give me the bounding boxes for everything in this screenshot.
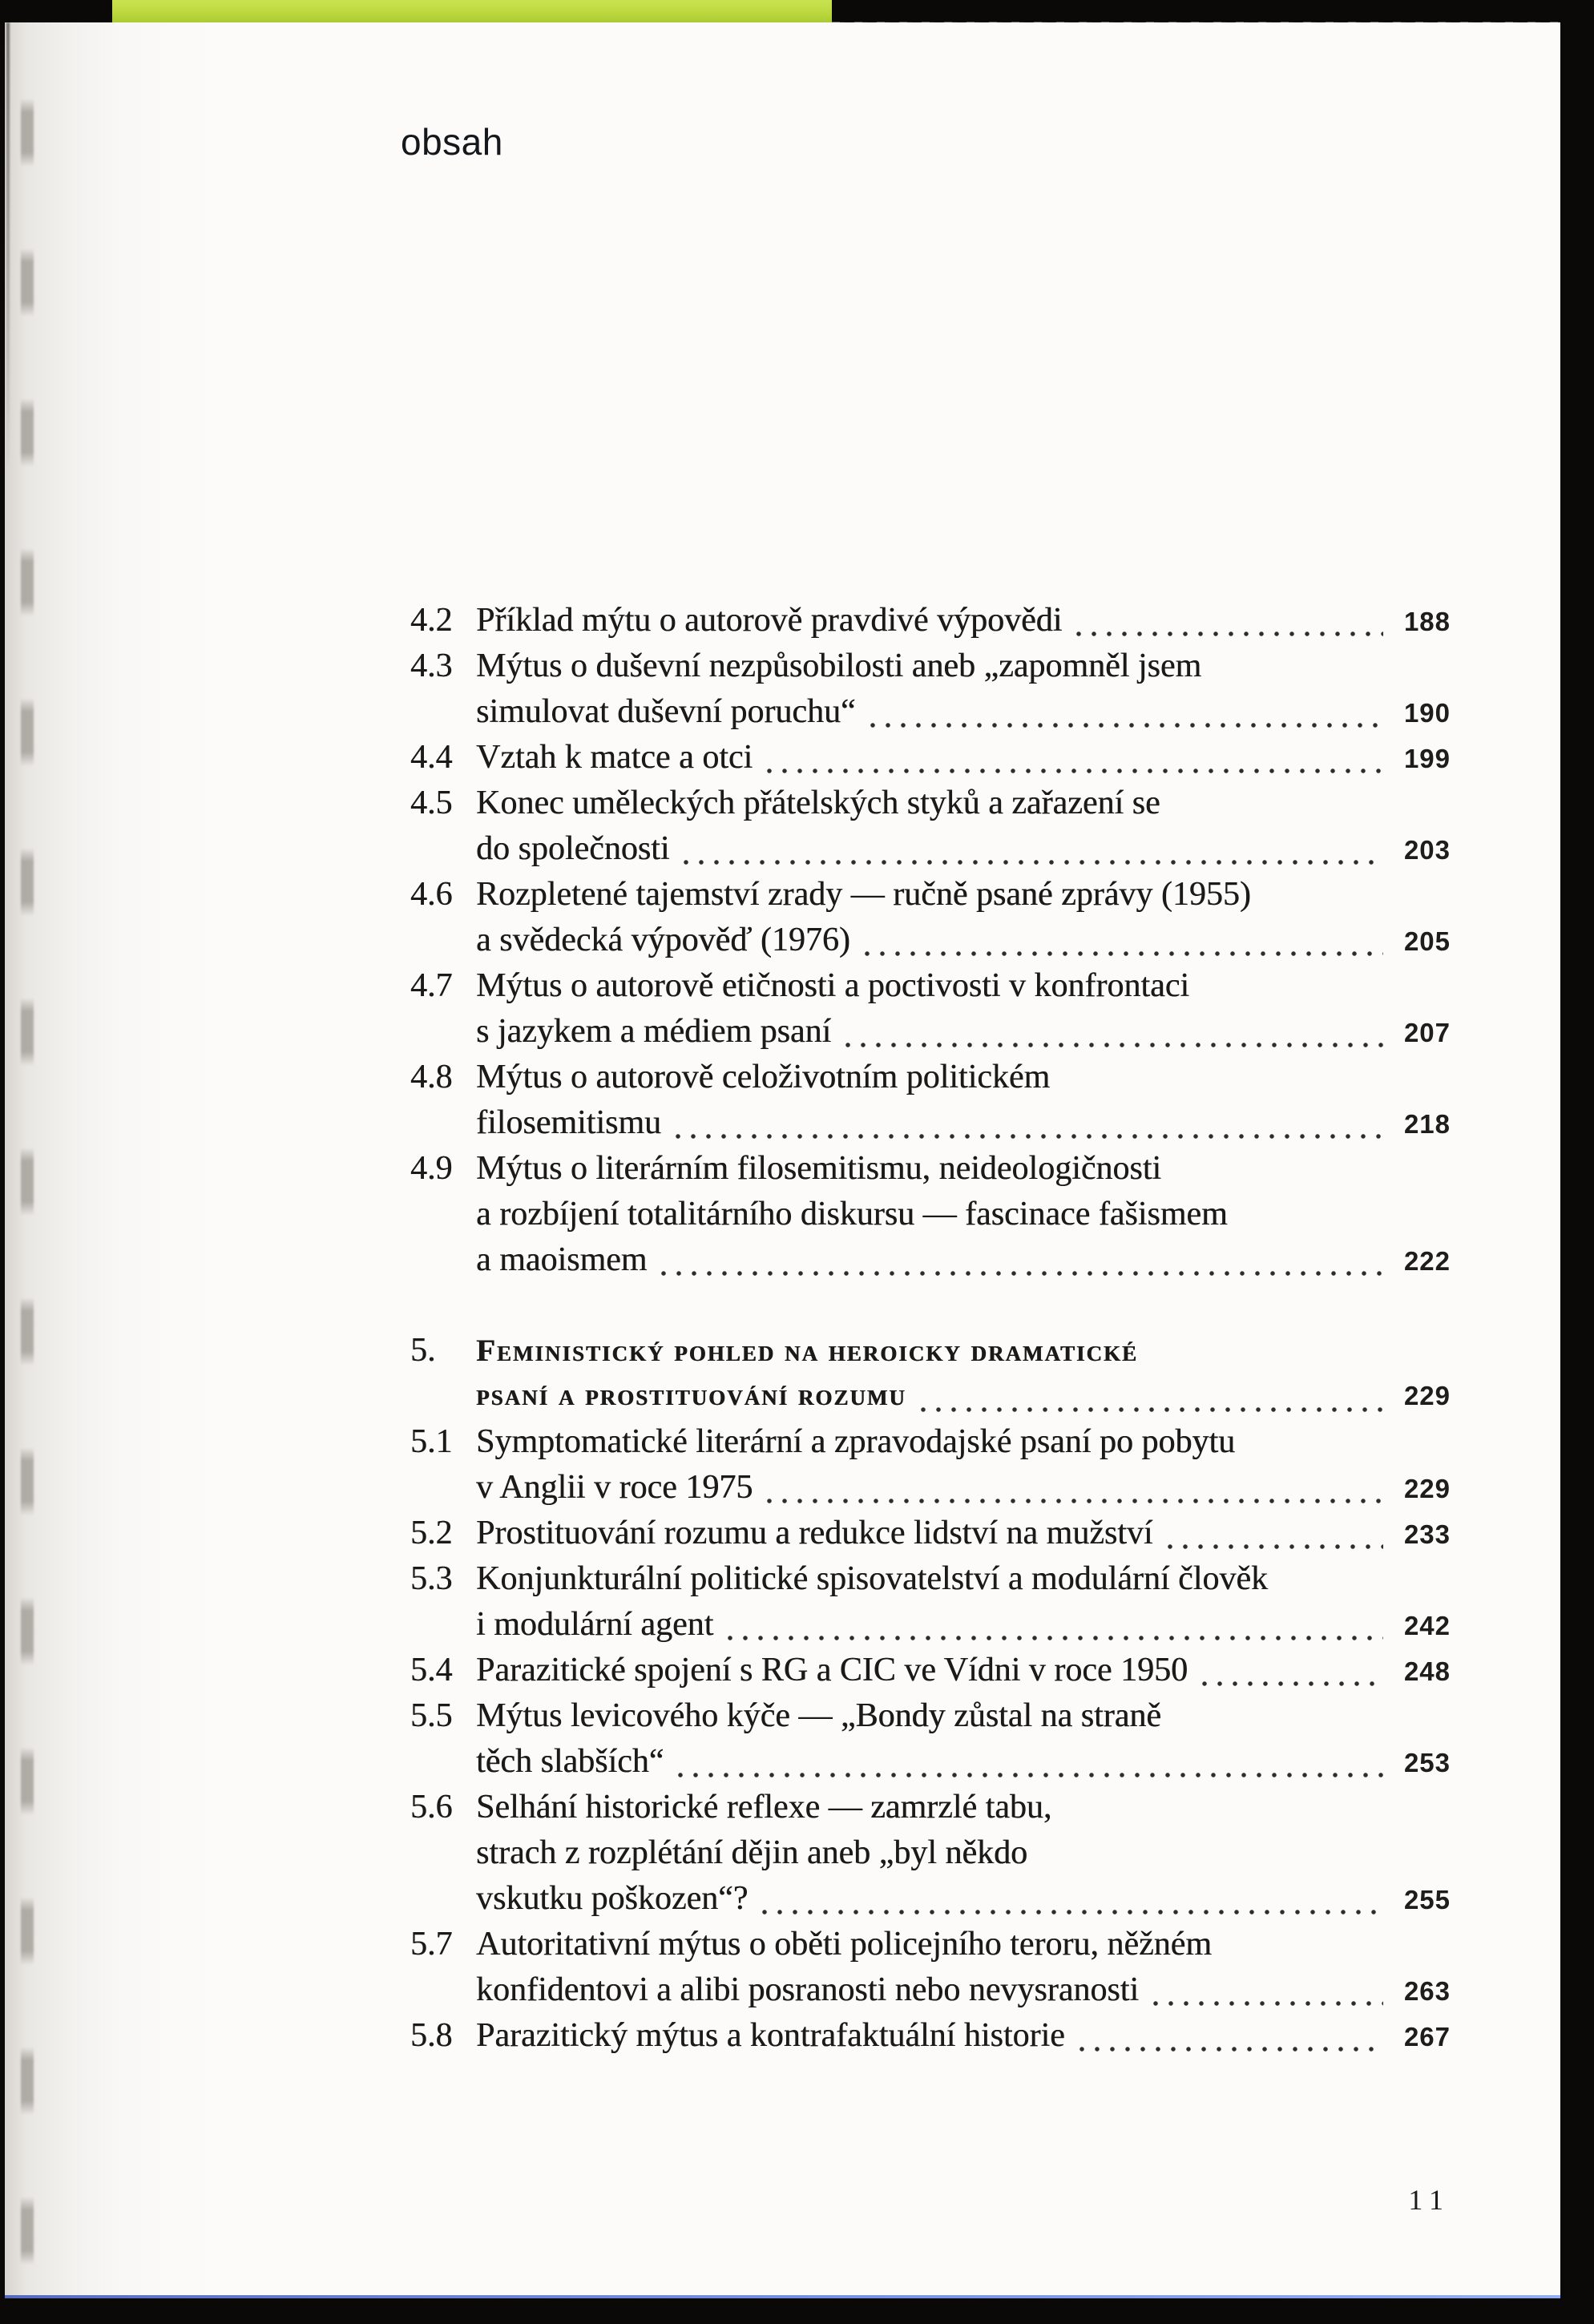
toc-entry-title-line: Mýtus levicového kýče — „Bondy zůstal na straně <box>476 1697 1161 1734</box>
toc-leader-dots <box>865 951 1383 956</box>
toc-entry-title-line: těch slabších“ <box>476 1743 664 1780</box>
toc-entry-title-line: do společnosti <box>476 830 670 867</box>
toc-entry <box>410 2016 1451 2062</box>
toc-entry-page: 199 <box>1403 744 1451 773</box>
toc-entry-page: 222 <box>1403 1246 1451 1276</box>
toc-entry-line <box>410 1605 1451 1651</box>
toc-entry-line <box>410 647 1451 692</box>
toc-entry-title-line: Mýtus o duševní nezpůsobilosti aneb „zapomněl jsem <box>476 648 1202 684</box>
toc-entry-line <box>410 1012 1451 1058</box>
toc-entry-page: 203 <box>1403 835 1451 865</box>
toc-entry-line <box>410 1241 1451 1286</box>
toc-entry <box>410 1331 1451 1422</box>
toc-entry <box>410 601 1451 647</box>
toc-entry-title-line: strach z rozplétání dějin aneb „byl někdo <box>476 1834 1028 1871</box>
toc-entry-title-line: Mýtus o autorově celoživotním politickém <box>476 1059 1051 1095</box>
toc-entry-title-line: v Anglii v roce 1975 <box>476 1469 753 1506</box>
toc-entry-number: 4.3 <box>410 648 453 684</box>
toc-leader-dots <box>870 723 1383 728</box>
toc-entry-title-line: filosemitismu <box>476 1104 661 1141</box>
toc-entry-title-line: a rozbíjení totalitárního diskursu — fascinace fašismem <box>476 1196 1228 1233</box>
toc-entry-line <box>410 966 1451 1012</box>
toc-entry-number: 5.4 <box>410 1652 453 1689</box>
toc-entry-line <box>410 1742 1451 1788</box>
toc-entry-number: 5.5 <box>410 1697 453 1734</box>
toc-entry-number: 5. <box>410 1332 436 1369</box>
toc-entry-page: 263 <box>1403 1976 1451 2006</box>
toc-entry-line <box>410 1331 1451 1377</box>
toc-entry-page: 190 <box>1403 698 1451 728</box>
toc-leader-dots <box>676 1134 1383 1139</box>
book-cover-edge <box>112 0 832 23</box>
toc-entry-title-line: Autoritativní mýtus o oběti policejního teroru, něžném <box>476 1926 1212 1963</box>
toc-entry-title-line: Konjunkturální politické spisovatelství a modulární člověk <box>476 1560 1268 1597</box>
toc-entry-line <box>410 1879 1451 1925</box>
toc-entry-line <box>410 1925 1451 1971</box>
toc-entry-number: 5.2 <box>410 1515 453 1551</box>
toc-entry-page: 218 <box>1403 1109 1451 1139</box>
toc-leader-dots <box>728 1636 1383 1640</box>
toc-entry-number: 5.6 <box>410 1789 453 1826</box>
table-of-contents <box>410 601 1451 2062</box>
toc-entry <box>410 1788 1451 1925</box>
toc-entry-title-line: s jazykem a médiem psaní <box>476 1013 832 1050</box>
toc-entry-line <box>410 1377 1451 1422</box>
toc-entry-page: 205 <box>1403 926 1451 956</box>
toc-entry-page: 229 <box>1403 1381 1451 1410</box>
toc-leader-dots <box>762 1910 1383 1914</box>
toc-entry <box>410 647 1451 738</box>
toc-entry-line <box>410 1103 1451 1149</box>
toc-entry-title-line: psaní a prostituování rozumu <box>476 1378 906 1412</box>
toc-entry-title-line: Příklad mýtu o autorově pravdivé výpovědi <box>476 602 1063 639</box>
toc-entry-title-line: a svědecká výpověď (1976) <box>476 922 850 958</box>
toc-entry-number: 4.7 <box>410 967 453 1004</box>
toc-entry-line <box>410 1149 1451 1195</box>
page-header: obsah <box>401 121 503 163</box>
toc-entry-title-line: Parazitické spojení s RG a CIC ve Vídni v roce 1950 <box>476 1652 1188 1689</box>
toc-leader-dots <box>1076 631 1383 636</box>
toc-entry-page: 242 <box>1403 1611 1451 1640</box>
toc-entry-page: 248 <box>1403 1656 1451 1686</box>
toc-leader-dots <box>767 769 1383 773</box>
toc-entry-page: 229 <box>1403 1474 1451 1503</box>
toc-entry-number: 4.9 <box>410 1150 453 1187</box>
toc-entry <box>410 966 1451 1058</box>
toc-entry <box>410 784 1451 875</box>
toc-entry-page: 207 <box>1403 1018 1451 1047</box>
toc-entry-number: 4.6 <box>410 876 453 913</box>
toc-entry-number: 5.7 <box>410 1926 453 1963</box>
toc-entry-title-line: vskutku poškozen“? <box>476 1880 749 1917</box>
toc-entry <box>410 1651 1451 1697</box>
toc-entry-number: 4.4 <box>410 739 453 776</box>
toc-entry <box>410 1058 1451 1149</box>
toc-entry <box>410 1422 1451 1514</box>
toc-entry-line <box>410 1422 1451 1468</box>
toc-entry-line <box>410 1834 1451 1879</box>
toc-entry-line <box>410 875 1451 921</box>
toc-entry <box>410 1697 1451 1788</box>
toc-leader-dots <box>767 1499 1383 1503</box>
toc-entry-title-line: i modulární agent <box>476 1606 714 1643</box>
toc-entry-line <box>410 921 1451 966</box>
toc-entry-line <box>410 829 1451 875</box>
toc-entry-line <box>410 1058 1451 1103</box>
toc-entry-number: 5.1 <box>410 1423 453 1460</box>
toc-leader-dots <box>661 1271 1383 1276</box>
toc-entry-line <box>410 784 1451 829</box>
toc-entry-title-line: Vztah k matce a otci <box>476 739 753 776</box>
toc-entry-title-line: Selhání historické reflexe — zamrzlé tabu, <box>476 1789 1052 1826</box>
toc-entry-title-line: Mýtus o literárním filosemitismu, neideologičnosti <box>476 1150 1162 1187</box>
toc-entry-number: 5.8 <box>410 2017 453 2054</box>
toc-entry-line <box>410 738 1451 784</box>
toc-entry-title-line: simulovat duševní poruchu“ <box>476 693 856 730</box>
toc-entry-title-line: Feministický pohled na heroicky dramatické <box>476 1333 1138 1368</box>
toc-leader-dots <box>845 1043 1383 1047</box>
toc-entry-number: 4.5 <box>410 785 453 821</box>
toc-entry <box>410 738 1451 784</box>
spine-shadow <box>6 22 10 471</box>
toc-entry <box>410 1559 1451 1651</box>
toc-entry-line <box>410 1195 1451 1241</box>
toc-entry-page: 253 <box>1403 1748 1451 1777</box>
toc-entry-title-line: Konec uměleckých přátelských styků a zařazení se <box>476 785 1160 821</box>
toc-entry-number: 5.3 <box>410 1560 453 1597</box>
toc-leader-dots <box>1079 2047 1383 2052</box>
toc-entry-title-line: Parazitický mýtus a kontrafaktuální historie <box>476 2017 1065 2054</box>
toc-leader-dots <box>1202 1681 1383 1686</box>
toc-leader-dots <box>1168 1544 1383 1549</box>
toc-entry <box>410 1514 1451 1559</box>
toc-entry-line <box>410 1559 1451 1605</box>
toc-entry-title-line: Mýtus o autorově etičnosti a poctivosti v konfrontaci <box>476 967 1189 1004</box>
toc-entry <box>410 1925 1451 2016</box>
toc-entry <box>410 1149 1451 1286</box>
toc-entry-title-line: a maoismem <box>476 1241 648 1278</box>
toc-leader-dots <box>678 1773 1383 1777</box>
toc-entry-page: 188 <box>1403 607 1451 636</box>
book-page <box>5 22 1560 2298</box>
page-bottom-edge <box>5 2295 1560 2298</box>
toc-entry-title-line: konfidentovi a alibi posranosti nebo nevysranosti <box>476 1971 1140 2008</box>
toc-entry-line <box>410 2016 1451 2062</box>
toc-entry-line <box>410 1971 1451 2016</box>
toc-leader-dots <box>684 860 1383 865</box>
toc-entry-line <box>410 1468 1451 1514</box>
toc-entry-page: 255 <box>1403 1885 1451 1914</box>
toc-entry-line <box>410 1697 1451 1742</box>
toc-entry-title-line: Symptomatické literární a zpravodajské psaní po pobytu <box>476 1423 1236 1460</box>
toc-leader-dots <box>921 1407 1383 1412</box>
toc-entry-line <box>410 692 1451 738</box>
toc-entry-number: 4.8 <box>410 1059 453 1095</box>
binding-signature-marks <box>21 54 34 2274</box>
page-number: 11 <box>1408 2184 1451 2216</box>
toc-entry-number: 4.2 <box>410 602 453 639</box>
toc-leader-dots <box>1153 2001 1383 2006</box>
toc-entry-page: 267 <box>1403 2022 1451 2052</box>
toc-entry-title-line: Prostituování rozumu a redukce lidství na mužství <box>476 1515 1153 1551</box>
toc-entry <box>410 875 1451 966</box>
toc-entry-line <box>410 1514 1451 1559</box>
toc-entry-line <box>410 1788 1451 1834</box>
toc-entry-title-line: Rozpletené tajemství zrady — ručně psané zprávy (1955) <box>476 876 1251 913</box>
toc-entry-line <box>410 1651 1451 1697</box>
toc-entry-page: 233 <box>1403 1519 1451 1549</box>
toc-entry-line <box>410 601 1451 647</box>
